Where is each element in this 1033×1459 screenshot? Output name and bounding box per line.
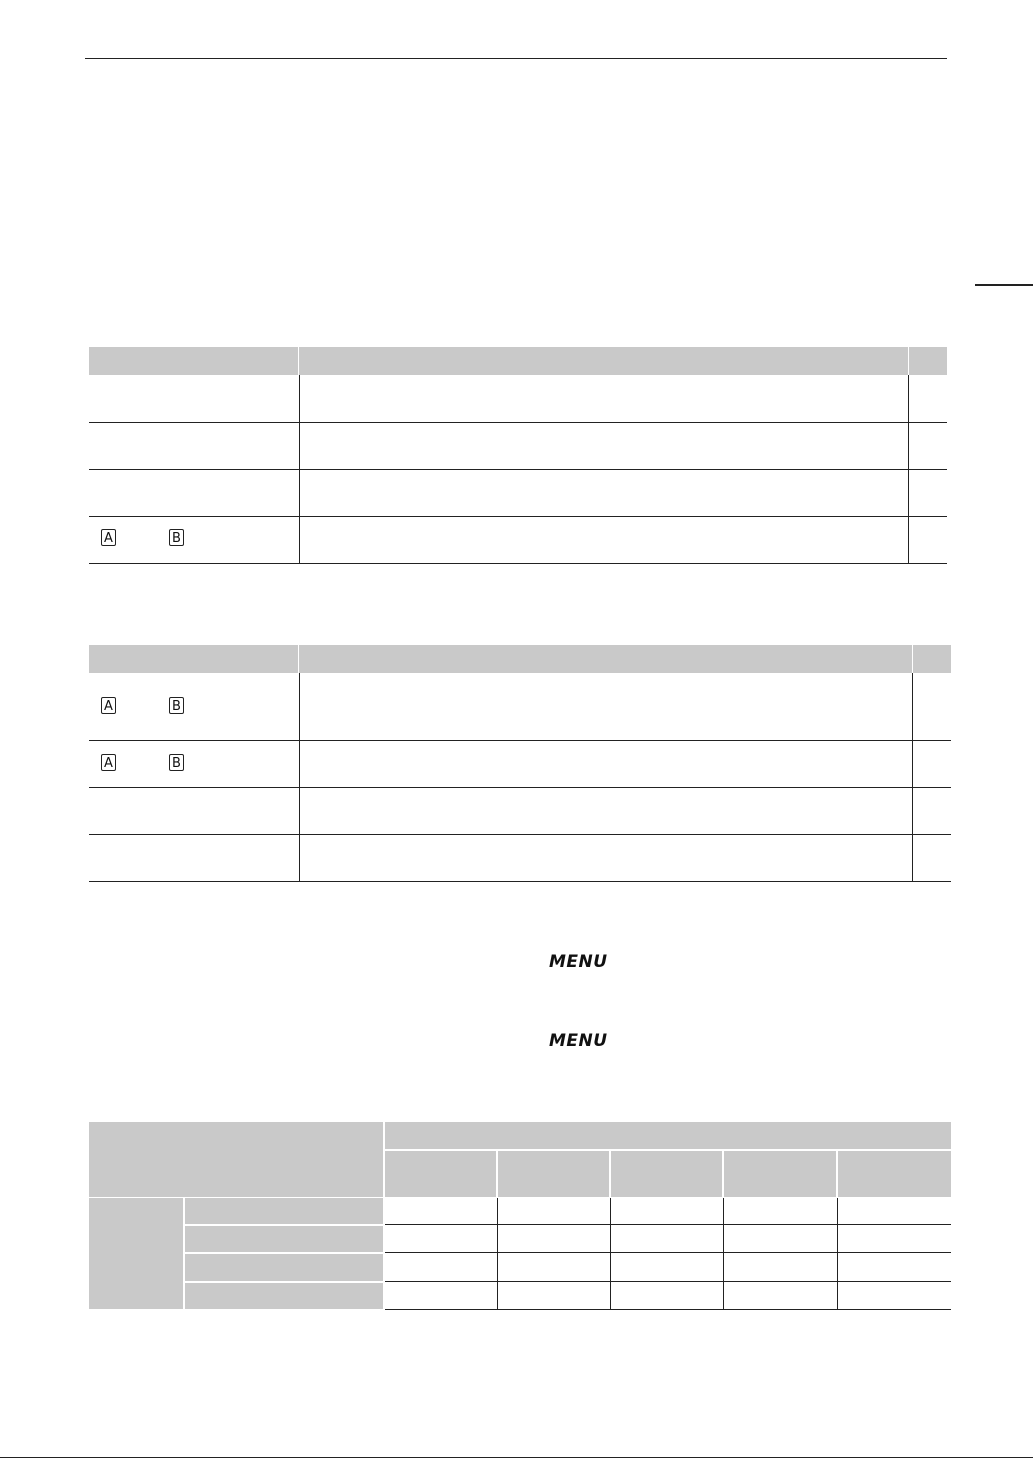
table-3-row-1-label-cell <box>185 1198 383 1224</box>
menu-button-step-1[interactable]: MENU <box>549 952 608 972</box>
table-3-row-4-label-cell <box>185 1283 383 1309</box>
table-3-row-rule <box>385 1224 951 1225</box>
table-3-row-rule <box>385 1281 951 1282</box>
table-2-row-rule <box>89 740 951 741</box>
table-1-header-divider <box>298 347 299 375</box>
mode-b-icon: B <box>169 529 184 546</box>
table-2-header <box>89 645 951 673</box>
table-3-bottom-rule <box>385 1309 951 1310</box>
table-3-row-group <box>89 1198 183 1309</box>
table-2-header-divider <box>912 645 913 673</box>
table-3-row-2-label-cell <box>185 1226 383 1252</box>
table-1-header <box>89 347 947 375</box>
table-3-col-divider <box>837 1198 838 1309</box>
table-3-subheader-4 <box>724 1151 836 1197</box>
mode-b-icon: B <box>169 697 184 714</box>
table-3-subheader-5 <box>838 1151 951 1197</box>
mode-b-icon: B <box>169 754 184 771</box>
table-3-header-left <box>89 1122 383 1197</box>
table-3-subheader-1 <box>385 1151 496 1197</box>
table-2-header-divider <box>298 645 299 673</box>
header-rule <box>85 58 947 59</box>
table-3-row-rule <box>385 1252 951 1253</box>
table-1-row-rule <box>89 422 947 423</box>
table-3-subheader-3 <box>611 1151 722 1197</box>
table-3-row-3-label-cell <box>185 1254 383 1281</box>
table-2-col-divider <box>299 673 300 882</box>
mode-a-icon: A <box>101 754 116 771</box>
table-2-bottom-rule <box>89 881 951 882</box>
table-2-row-rule <box>89 787 951 788</box>
table-1-row-rule <box>89 516 947 517</box>
table-1-row-rule <box>89 469 947 470</box>
mode-a-icon: A <box>101 529 116 546</box>
table-1-header-divider <box>908 347 909 375</box>
menu-button-step-2[interactable]: MENU <box>549 1031 608 1051</box>
table-1-bottom-rule <box>89 563 947 564</box>
table-3-col-divider <box>610 1198 611 1309</box>
table-3-header-group <box>385 1122 951 1149</box>
table-2-row-rule <box>89 834 951 835</box>
mode-a-icon: A <box>101 697 116 714</box>
table-3-col-divider <box>497 1198 498 1309</box>
table-3-subheader-2 <box>498 1151 609 1197</box>
table-3-col-divider <box>723 1198 724 1309</box>
table-2-col-divider <box>912 673 913 882</box>
footer-rule <box>0 1457 1033 1458</box>
side-tab-marker <box>975 284 1033 286</box>
